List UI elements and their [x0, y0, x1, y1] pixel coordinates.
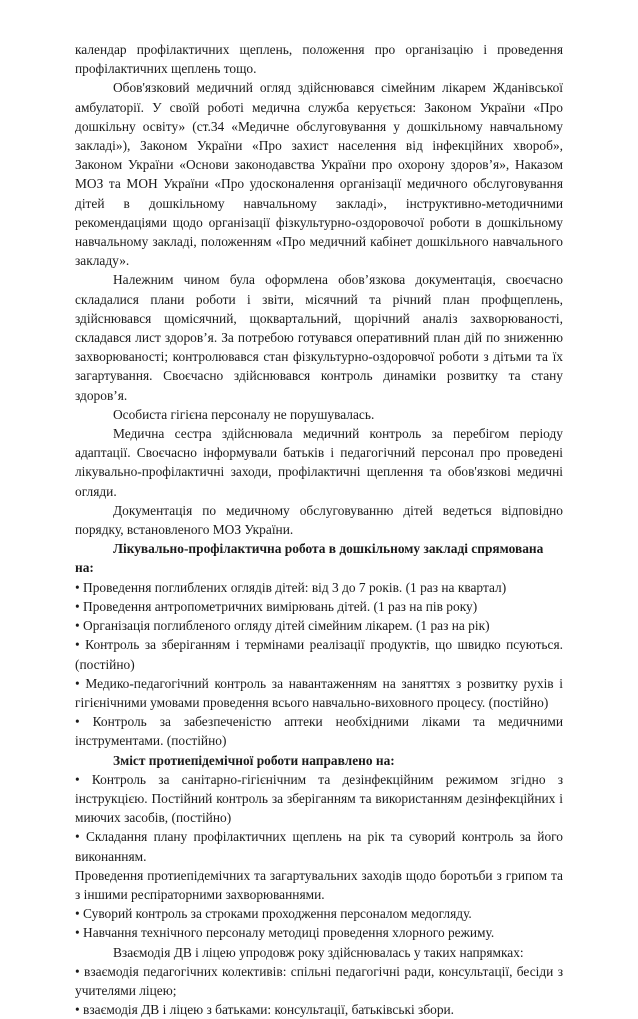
heading-treatment-prophylactic: Лікувально-профілактична робота в дошкільному закладі спрямована на: — [75, 541, 544, 576]
list-item: • Контроль за забезпеченістю аптеки необхідними ліками та медичними інструментами. (постійно) — [75, 714, 563, 749]
list-item: • Контроль за санітарно-гігієнічним та дезінфекційним режимом згідно з інструкцією. Постійний контроль за зберіганням та використанням дезінфекційних і миючих засобів, (постійно) — [75, 771, 563, 826]
paragraph-lyceum-interaction: Взаємодія ДВ і ліцею упродовж року здійснювалась у таких напрямках: — [113, 944, 524, 960]
list-item: Проведення протиепідемічних та загартувальних заходів щодо боротьби з грипом та з іншими респіраторними захворюваннями. — [75, 867, 563, 902]
list-item: • Проведення антропометричних вимірювань дітей. (1 раз на пів року) — [75, 598, 478, 614]
list-item: • взаємодія ДВ і ліцею з батьками: консультації, батьківські збори. — [75, 1002, 455, 1018]
list-item: • Контроль за зберіганням і термінами реалізації продуктів, що швидко псуються. (постійно) — [75, 637, 563, 672]
list-item: • Суворий контроль за строками проходження персоналом медогляду. — [75, 906, 472, 922]
paragraph-moz-order: Документація по медичному обслуговуванню дітей ведеться відповідно порядку, встановленого МОЗ України. — [75, 502, 563, 538]
heading-anti-epidemic: Зміст протиепідемічної роботи направлено на: — [113, 752, 395, 768]
paragraph-adaptation: Медична сестра здійснювала медичний контроль за перебігом періоду адаптації. Своєчасно інформували батьків і педагогічний персонал про проведені лікувально-профілактичні заходи, профілактичні щеплення та обов'язкові медичні огляди. — [75, 426, 563, 499]
paragraph-documentation: Належним чином була оформлена обов’язкова документація, своєчасно складалися плани роботи і звіти, місячний та річний план профщеплень, здійснювався щомісячний, щоквартальний, щорічний аналіз захворюваності, складався лист здоров’я. За потребою готувався оперативний план дій по зниженню захворюваності; контролювався стан фізкультурно-оздоровчої роботи з дітьми та їх загартування. Своєчасно здійснювався контроль динаміки розвитку та стану здоров’я. — [75, 272, 563, 403]
paragraph-hygiene: Особиста гігієна персоналу не порушувалась. — [113, 406, 375, 422]
list-item: • взаємодія педагогічних колективів: спільні педагогічні ради, консультації, бесіди з учителями ліцею; — [75, 963, 563, 998]
document-page — [75, 40, 563, 1019]
list-item: • Навчання технічного персоналу методиці проведення хлорного режиму. — [75, 925, 495, 941]
list-item: • Медико-педагогічний контроль за навантаженням на заняттях з розвитку рухів і гігієнічними умовами проведення всього навчально-виховного процесу. (постійно) — [75, 675, 563, 710]
list-item: • Організація поглибленого огляду дітей сімейним лікарем. (1 раз на рік) — [75, 618, 490, 634]
list-item: • Проведення поглиблених оглядів дітей: від 3 до 7 років. (1 раз на квартал) — [75, 579, 507, 595]
paragraph-continuation: календар профілактичних щеплень, положення про організацію і проведення профілактичних щеплень тощо. — [75, 42, 563, 77]
list-item: • Складання плану профілактичних щеплень на рік та суворий контроль за його виконанням. — [75, 829, 563, 864]
paragraph-medical-exam: Обов'язковий медичний огляд здійснювався сімейним лікарем Жданівської амбулаторії. У своїй роботі медична служба керується: Законом України «Про дошкільну освіту» (ст.34 «Медичне обслуговування у дошкільному навчальному закладі»), Законом України «Про захист населення від інфекційних хвороб», Законом України «Основи законодавства України про охорону здоров’я», Наказом МОЗ та МОН України «Про удосконалення організації медичного обслуговування дітей в дошкільному навчальному закладі», інструктивно-методичними рекомендаціями щодо організації фізкультурно-оздоровочої роботи в дошкільному навчальному закладі, положенням «Про медичний кабінет дошкільного навчального закладу». — [75, 80, 563, 269]
